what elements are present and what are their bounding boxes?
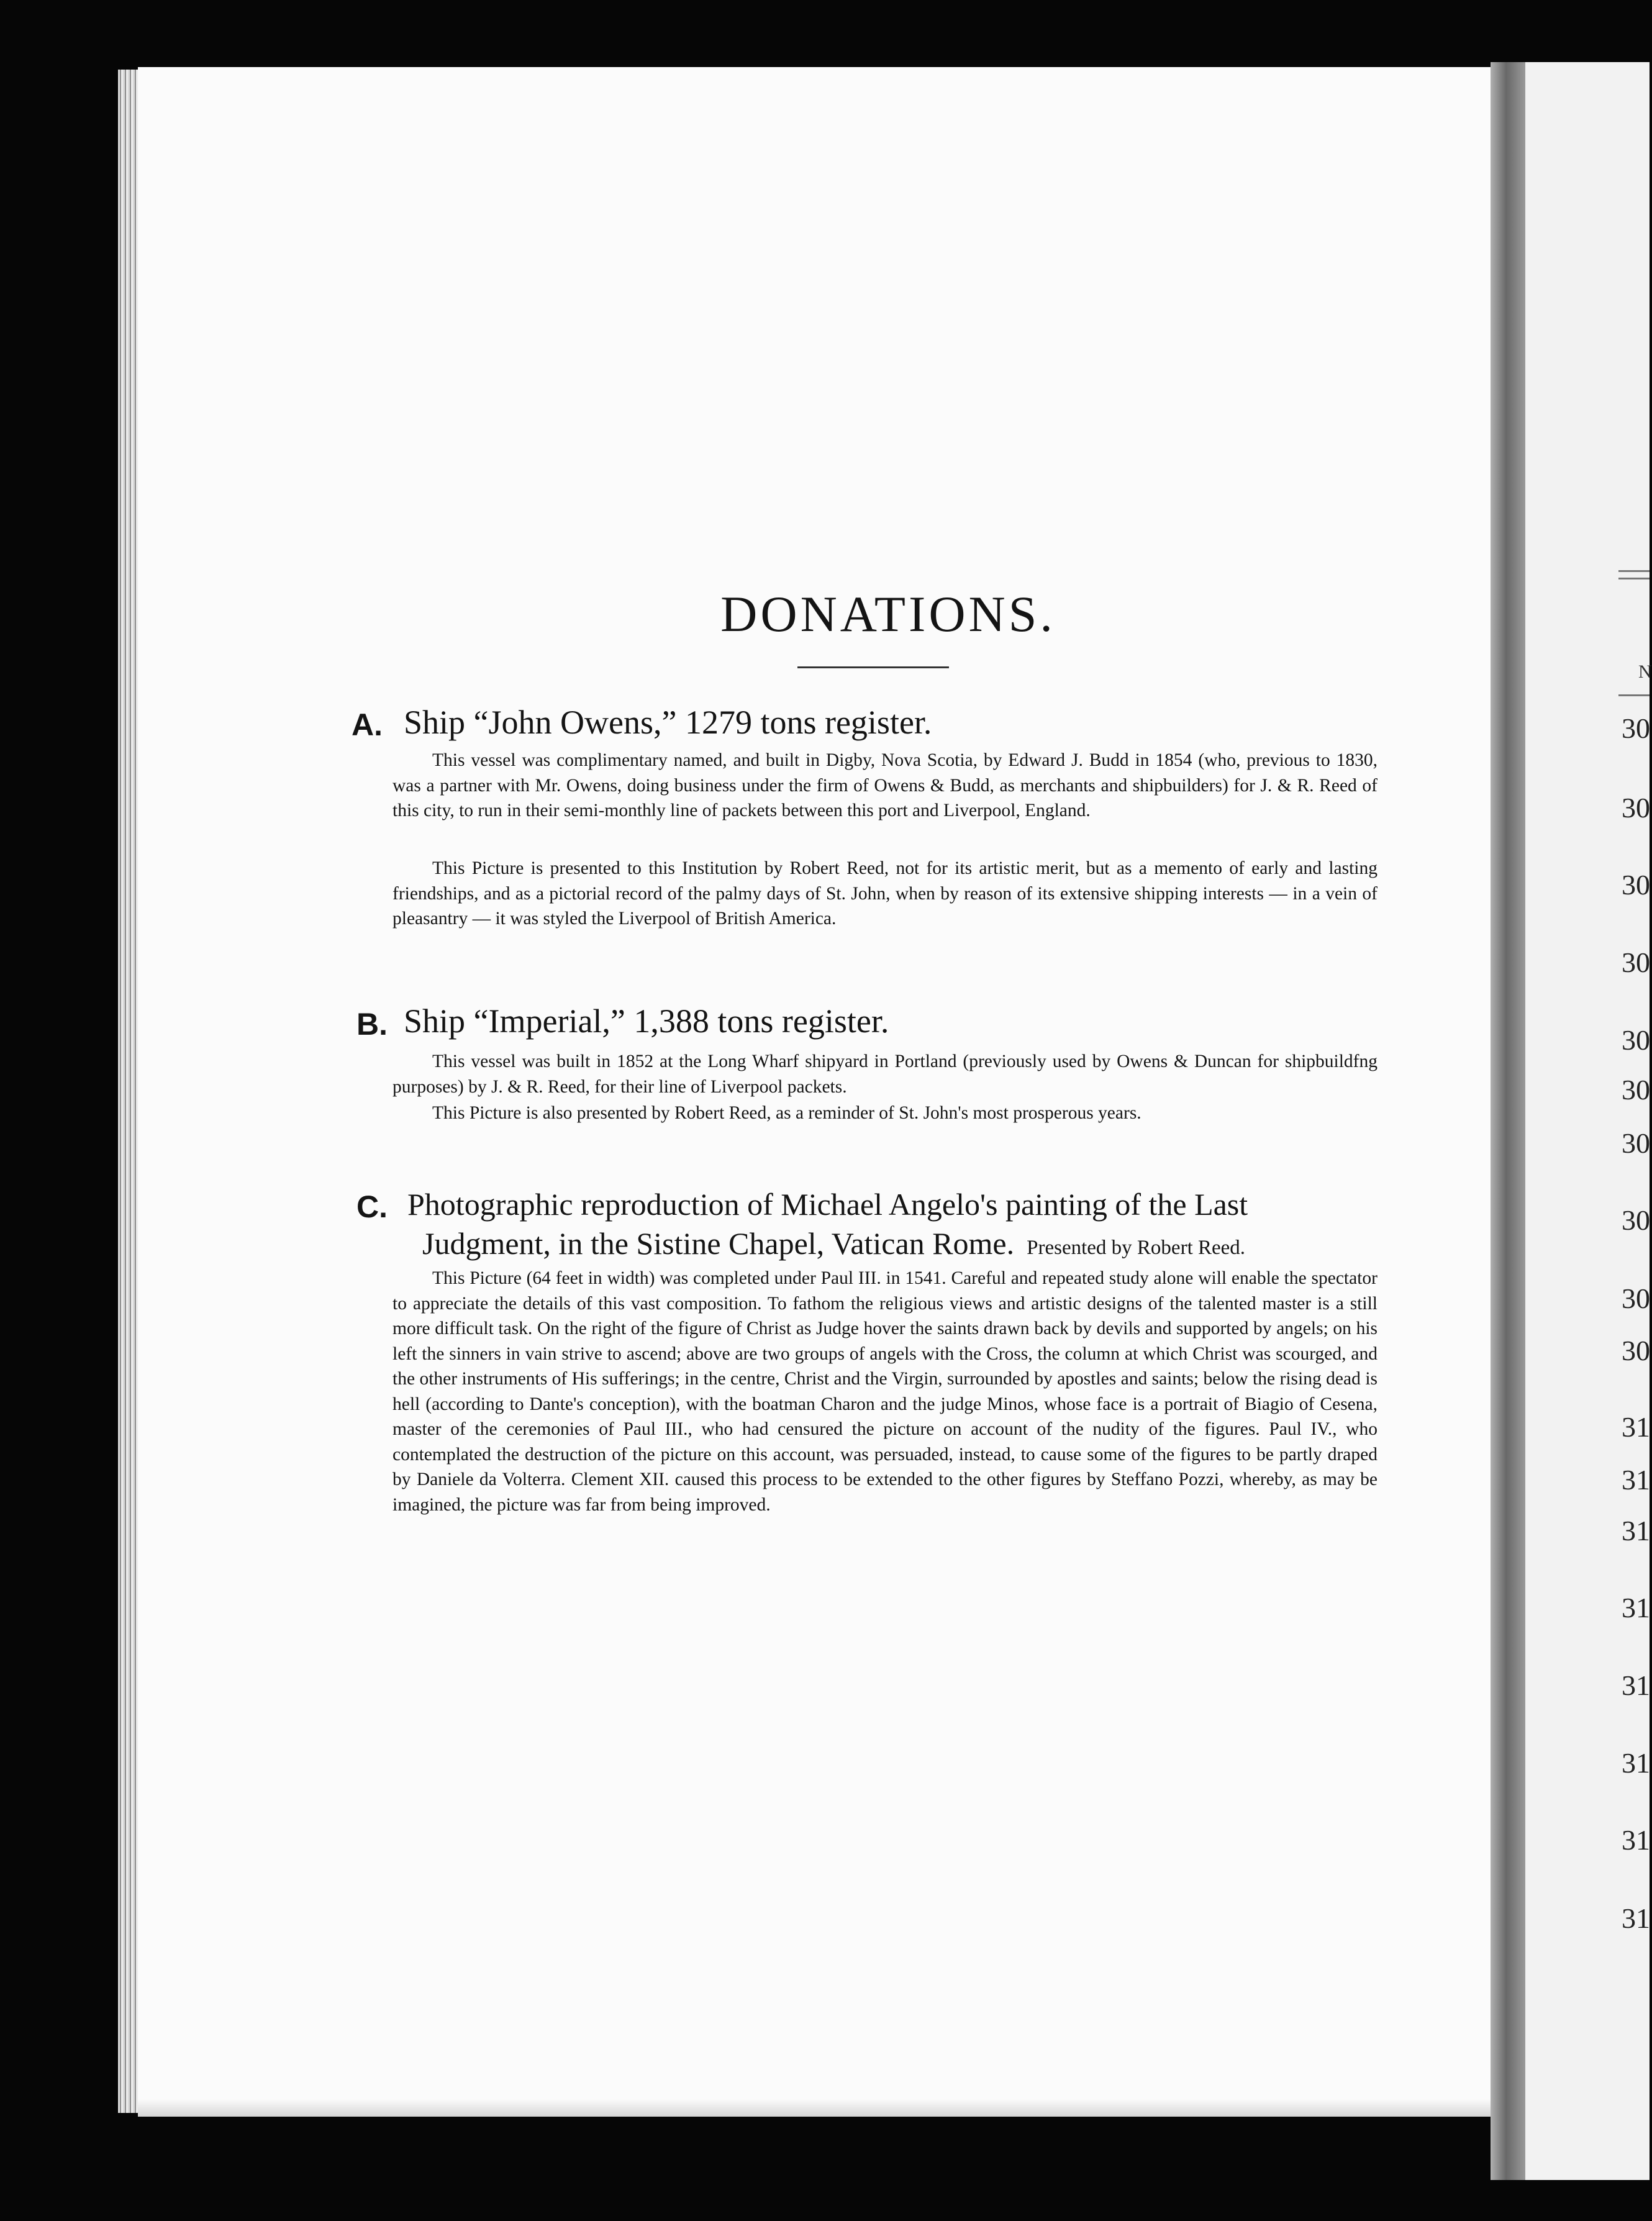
facing-page-number: 30 (1622, 1204, 1650, 1236)
facing-page-number: 30 (1622, 712, 1650, 744)
facing-page-number: 31 (1622, 1902, 1650, 1934)
item-c-paragraph-1: This Picture (64 feet in width) was completed under Paul III. in 1541. Careful and repeated study alone will enable the spectator to appreciate the details of this vast composition. To fathom the religious views and artistic designs of the talented master is a still more difficult task. On the right of the figure of Christ as Judge hover the saints drawn back by devils and supported by angels; on his left the sinners in vain strive to ascend; above are two groups of angels with the Cross, the column at which Christ was scourged, and the other instruments of His sufferings; in the centre, Christ and the Virgin, surrounded by apostles and saints; below the rising dead is hell (according to Dante's conception), with the boatman Charon and the judge Minos, whose face is a portrait of Biagio of Cesena, master of the ceremonies of Paul III., who had censured the picture on account of the nudity of the figures. Paul IV., who contemplated the destruction of the picture on this account, was persuaded, instead, to cause some of the figures to be partly draped by Daniele da Volterra. Clement XII. caused this process to be extended to the other figures by Steffano Pozzi, whereby, as may be imagined, the picture was far from being improved. (393, 1268, 1377, 1515)
facing-page-number: 30 (1622, 1074, 1650, 1106)
facing-page-number: 30 (1622, 1335, 1650, 1366)
item-b-paragraph-2: This Picture is also presented by Robert Reed, as a reminder of St. John's most prosperous years. (432, 1103, 1141, 1123)
item-b-paragraph-1: This vessel was built in 1852 at the Long Wharf shipyard in Portland (previously used by Owens & Duncan for shipbuildfng purposes) by J. & R. Reed, for their line of Liverpool packets. (393, 1051, 1377, 1097)
item-a-paragraph-2: This Picture is presented to this Institution by Robert Reed, not for its artistic merit, but as a memento of early and lasting friendships, and as a pictorial record of the palmy days of St. John, when by reason of its extensive shipping interests — in a vein of pleasantry — it was styled the Liverpool of British America. (393, 858, 1377, 929)
facing-page-number: 31 (1622, 1592, 1650, 1624)
item-a-heading: Ship “John Owens,” 1279 tons register. (404, 704, 932, 741)
item-a-label: A. (352, 707, 383, 742)
facing-page-number: 30 (1622, 869, 1650, 901)
item-c-heading-line-2-text: Judgment, in the Sistine Chapel, Vatican Rome. (422, 1226, 1015, 1261)
facing-page-number: 31 (1622, 1515, 1650, 1547)
facing-page-number: 30 (1622, 1024, 1650, 1056)
facing-page-number: 31 (1622, 1747, 1650, 1779)
facing-page-column-head: N (1638, 661, 1652, 682)
item-b-heading: Ship “Imperial,” 1,388 tons register. (404, 1002, 889, 1040)
facing-page-number: 31 (1622, 1669, 1650, 1701)
item-b-label: B. (356, 1007, 388, 1042)
presented-by: Presented by Robert Reed. (1027, 1237, 1246, 1259)
item-c-heading (407, 1185, 1379, 1268)
item-c-heading-line-1: Photographic reproduction of Michael Angelo's painting of the Last (407, 1187, 1248, 1222)
facing-page-number: 30 (1622, 1283, 1650, 1314)
facing-page-number: 30 (1622, 947, 1650, 978)
page-title: DONATIONS. (720, 586, 1056, 642)
title-divider (797, 666, 949, 668)
item-c-heading-line-2 (407, 1224, 1379, 1268)
item-a-paragraph-1: This vessel was complimentary named, and built in Digby, Nova Scotia, by Edward J. Budd in 1854 (who, previous to 1830, was a partner with Mr. Owens, doing business under the firm of Owens & Budd, as merchants and shipbuilders) for J. & R. Reed of this city, to run in their semi-monthly line of packets between this port and Liverpool, England. (393, 750, 1377, 820)
facing-page-number: 30 (1622, 792, 1650, 824)
item-c-label: C. (356, 1189, 388, 1224)
facing-page-number: 31 (1622, 1824, 1650, 1856)
facing-page-number: 30 (1622, 1127, 1650, 1159)
facing-page-number: 31 (1622, 1464, 1650, 1496)
facing-page-number: 31 (1622, 1411, 1650, 1443)
